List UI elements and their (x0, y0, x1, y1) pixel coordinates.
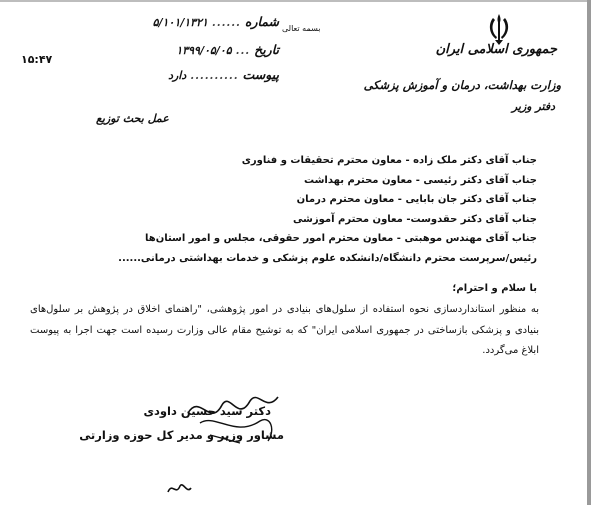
recipient-line: رئیس/سرپرست محترم دانشگاه/دانشکده علوم پزشکی و خدمات بهداشتی درمانی...... (118, 252, 537, 264)
time-stamp: ۱۵:۴۷ (21, 53, 53, 66)
recipients-list (57, 151, 537, 268)
attachment-value: دارد (168, 69, 187, 82)
dots: .......... (190, 69, 239, 82)
ministry-title: وزارت بهداشت، درمان و آموزش پزشکی (363, 78, 561, 92)
signer-name: دکتر سید حسین داودی (143, 404, 271, 418)
number-value: ۵/۱۰۱/۱۳۲۱ (152, 16, 208, 29)
dots: ...... (211, 16, 241, 29)
bismillah: بسمه تعالی (282, 24, 321, 33)
letter-body: به منظور استانداردسازی نحوه استفاده از سلول‌های بنیادی در امور پژوهشی، "راهنمای اخلاق در پژوهش بر سلول‌های بنیادی و پزشکی بازساختی در جمهوری اسلامی ایران" که به توشیح مقام عالی وزارت رسیده است جهت اجرا به پیوست ابلاغ می‌گردد. (30, 304, 539, 356)
handwritten-signature (180, 383, 285, 453)
attachment-label: پیوست (242, 67, 279, 82)
recipient-line: جناب آقای دکتر ملک زاده - معاون محترم تحقیقات و فناوری (241, 155, 537, 166)
attachment-row (168, 67, 279, 82)
republic-title: جمهوری اسلامی ایران (435, 42, 557, 57)
initials-mark (164, 478, 194, 500)
urgency-note: عمل بحث توزیع (96, 112, 169, 125)
recipient-line: جناب آقای مهندس موهبتی - معاون محترم امور حقوقی، مجلس و امور استان‌ها (145, 233, 537, 244)
office-title: دفتر وزیر (511, 100, 555, 113)
signer-title: مشاور وزیر و مدیر کل حوزه وزارتی (79, 428, 284, 442)
date-label: تاریخ (254, 42, 279, 57)
dots: ... (235, 44, 251, 57)
recipient-line: جناب آقای دکتر رئیسی - معاون محترم بهداشت (304, 174, 537, 186)
page-right-border (587, 0, 591, 505)
number-label: شماره (244, 14, 279, 29)
iran-emblem-icon (484, 12, 514, 46)
page-top-border (0, 0, 591, 2)
recipient-line: جناب آقای دکتر جان بابایی - معاون محترم درمان (296, 194, 537, 205)
recipient-line: جناب آقای دکتر حقدوست- معاون محترم آموزشی (292, 213, 537, 225)
letter-number-row (153, 14, 279, 29)
greeting: با سلام و احترام؛ (452, 283, 537, 294)
letter-date-row (176, 42, 279, 57)
date-value: ۱۳۹۹/۰۵/۰۵ (176, 44, 232, 57)
